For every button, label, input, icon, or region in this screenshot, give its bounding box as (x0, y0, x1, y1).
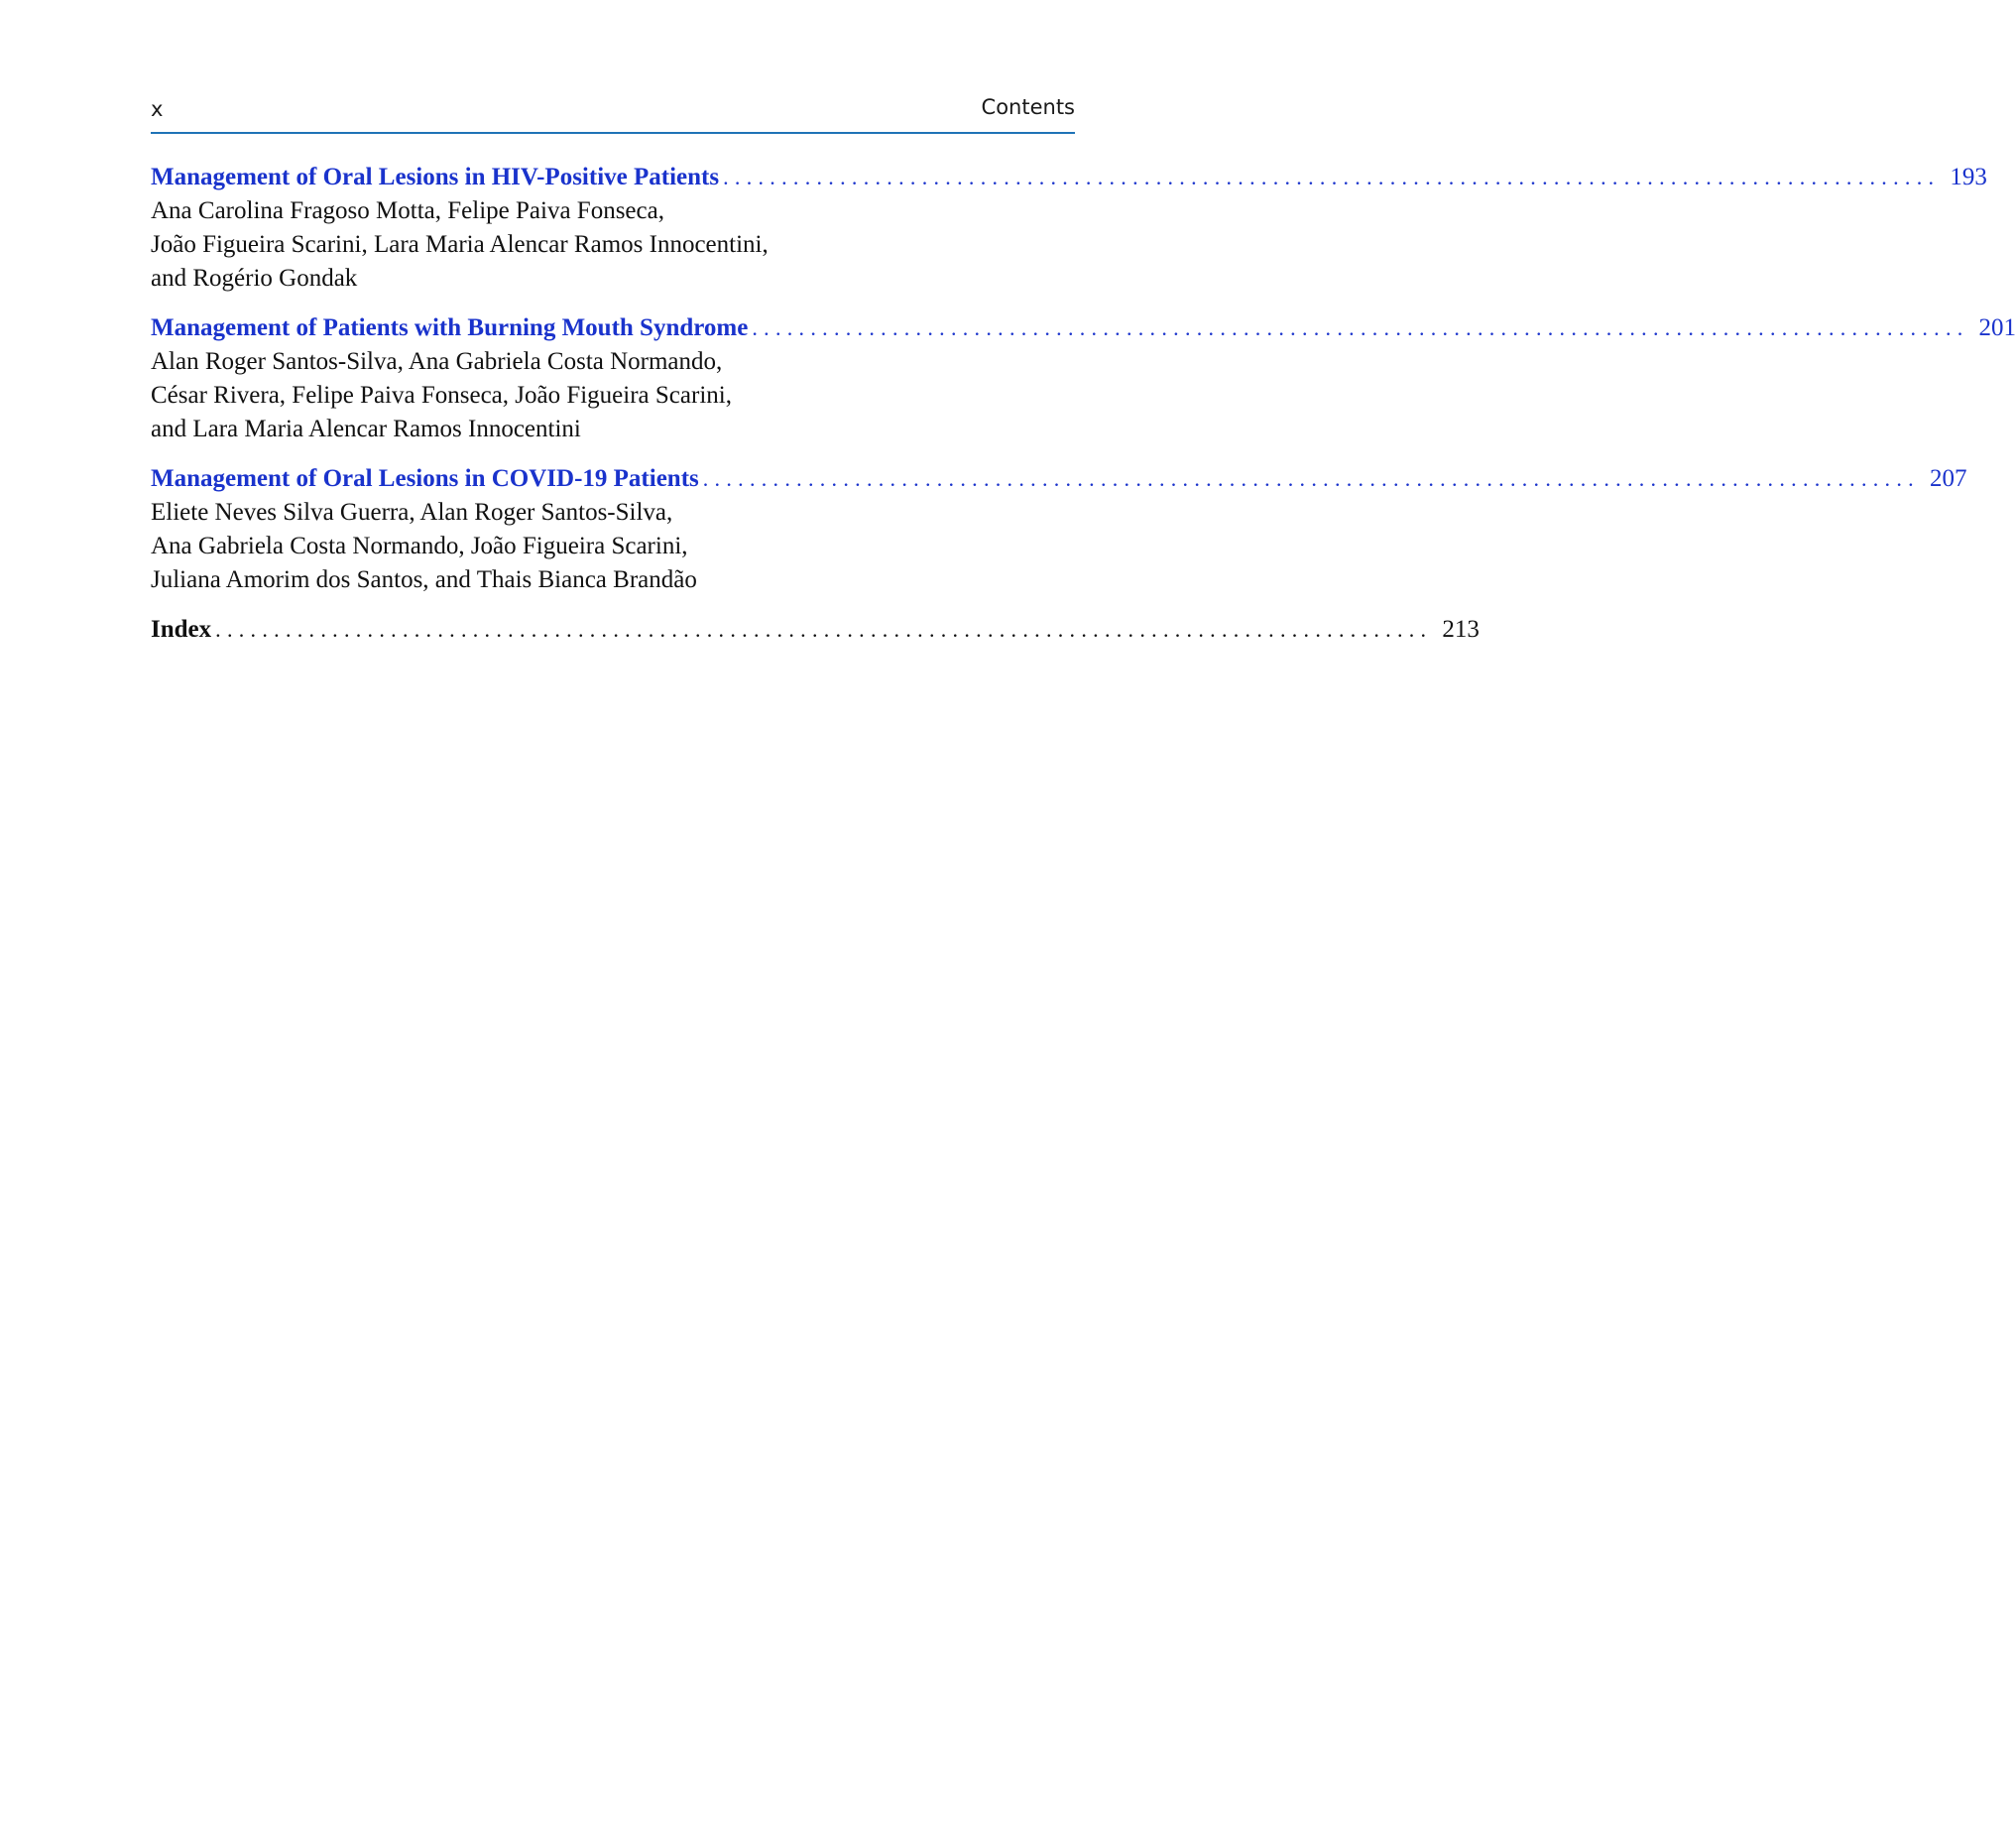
toc-entry-line (151, 613, 1480, 647)
header-rule (151, 132, 1075, 134)
chapter-authors (151, 496, 1075, 597)
index-page-number: 213 (1442, 616, 1480, 643)
toc-index-entry (151, 613, 1480, 647)
running-head-section: Contents (981, 95, 1075, 119)
toc-entry (151, 161, 1987, 296)
author-line: Juliana Amorim dos Santos, and Thais Bianca Brandão (151, 566, 697, 593)
toc-entry-line (151, 462, 1967, 496)
toc-entry (151, 462, 1967, 597)
author-line: João Figueira Scarini, Lara Maria Alencar Ramos Innocentini, (151, 231, 769, 258)
author-line: and Lara Maria Alencar Ramos Innocentini (151, 416, 581, 442)
chapter-page-link[interactable]: 201 (1978, 314, 2016, 341)
chapter-page-link[interactable]: 193 (1950, 164, 1987, 190)
author-line: César Rivera, Felipe Paiva Fonseca, João Figueira Scarini, (151, 382, 732, 409)
index-title: Index (151, 616, 212, 643)
author-line: Alan Roger Santos-Silva, Ana Gabriela Costa Normando, (151, 348, 723, 375)
chapter-title-link[interactable]: Management of Patients with Burning Mouth Syndrome (151, 314, 749, 341)
chapter-page-link[interactable]: 207 (1929, 465, 1967, 492)
author-line: Ana Carolina Fragoso Motta, Felipe Paiva Fonseca, (151, 197, 664, 224)
dot-leader: ........................................................................................................ (723, 165, 1941, 189)
dot-leader: ........................................................................................................ (752, 315, 1969, 340)
toc-entry-line (151, 311, 2016, 345)
chapter-authors (151, 194, 1075, 296)
toc-entry (151, 311, 2016, 446)
table-of-contents (151, 161, 2016, 663)
dot-leader: ........................................................................................................ (215, 617, 1433, 642)
dot-leader: ........................................................................................................ (702, 466, 1920, 491)
chapter-title-link[interactable]: Management of Oral Lesions in HIV-Positive Patients (151, 164, 720, 190)
author-line: and Rogério Gondak (151, 265, 358, 292)
chapter-authors (151, 345, 1075, 446)
author-line: Eliete Neves Silva Guerra, Alan Roger Santos-Silva, (151, 499, 673, 526)
author-line: Ana Gabriela Costa Normando, João Figueira Scarini, (151, 533, 688, 559)
toc-entry-line (151, 161, 1987, 194)
chapter-title-link[interactable]: Management of Oral Lesions in COVID-19 Patients (151, 465, 699, 492)
page-folio: x (151, 97, 164, 121)
